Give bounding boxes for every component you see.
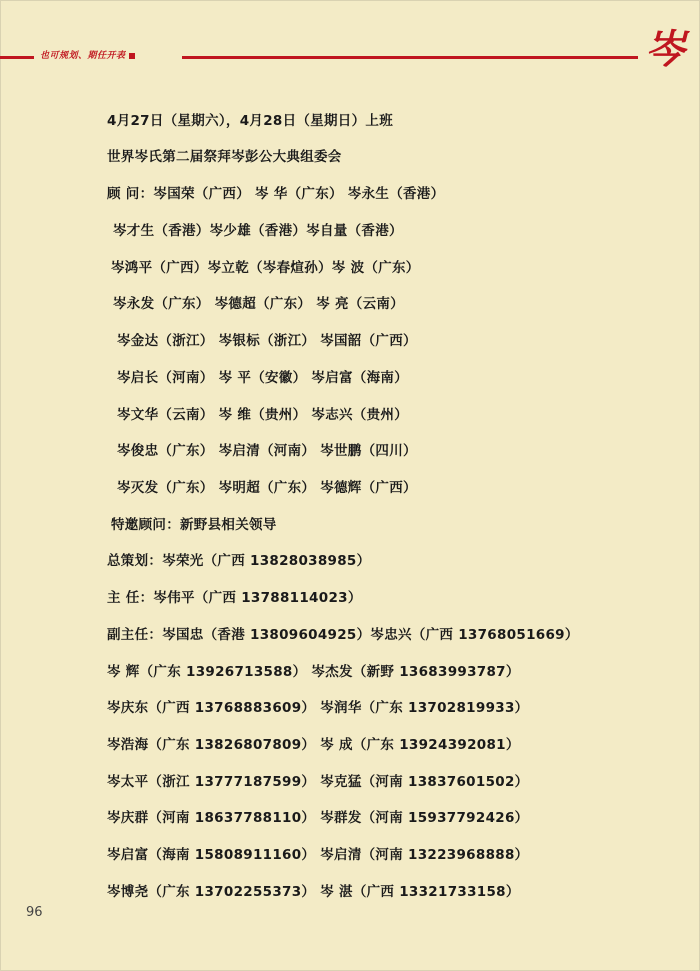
text-line: 岑博尧（广东 13702255373） 岑 湛（广西 13321733158）	[107, 884, 520, 900]
text-line: 岑庆东（广西 13768883609） 岑润华（广东 13702819933）	[107, 700, 529, 716]
header-tagline-text: 也可规划、期任开表	[40, 51, 126, 61]
text-line: 副主任：岑国忠（香港 13809604925）岑忠兴（广西 13768051669）	[107, 627, 579, 643]
text-line: 4月27日（星期六），4月28日（星期日）上班	[107, 113, 394, 129]
page-number: 96	[26, 905, 43, 920]
text-line: 岑金达（浙江） 岑银标（浙江） 岑国韶（广西）	[117, 333, 417, 349]
text-line: 岑 辉（广东 13926713588） 岑杰发（新野 13683993787）	[107, 664, 520, 680]
text-line: 岑永发（广东） 岑德超（广东） 岑 亮（云南）	[113, 296, 404, 312]
text-line: 岑文华（云南） 岑 维（贵州） 岑志兴（贵州）	[117, 407, 408, 423]
text-line: 岑鸿平（广西）岑立乾（岑春煊孙）岑 波（广东）	[111, 260, 420, 276]
text-line: 岑庆群（河南 18637788110） 岑群发（河南 15937792426）	[107, 810, 529, 826]
text-line: 岑太平（浙江 13777187599） 岑克猛（河南 13837601502）	[107, 774, 529, 790]
header-rule-right	[182, 56, 638, 59]
header-logo: 岑	[645, 27, 685, 73]
text-line: 岑才生（香港）岑少雄（香港）岑自量（香港）	[113, 223, 403, 239]
header-rule-left	[0, 56, 34, 59]
header-tagline	[40, 48, 135, 61]
header-square-icon	[129, 53, 135, 59]
page-header	[0, 0, 700, 80]
text-line: 岑浩海（广东 13826807809） 岑 成（广东 13924392081）	[107, 737, 520, 753]
text-line: 主 任：岑伟平（广西 13788114023）	[107, 590, 362, 606]
text-line: 世界岑氏第二届祭拜岑彭公大典组委会	[107, 149, 342, 165]
text-line: 岑启长（河南） 岑 平（安徽） 岑启富（海南）	[117, 370, 408, 386]
text-line: 特邀顾问：新野县相关领导	[111, 517, 277, 533]
text-line: 岑俊忠（广东） 岑启清（河南） 岑世鹏（四川）	[117, 443, 417, 459]
text-line: 总策划：岑荣光（广西 13828038985）	[107, 553, 371, 569]
text-line: 岑启富（海南 15808911160） 岑启清（河南 13223968888）	[107, 847, 529, 863]
text-line: 岑灭发（广东） 岑明超（广东） 岑德辉（广西）	[117, 480, 417, 496]
text-line: 顾 问：岑国荣（广西） 岑 华（广东） 岑永生（香港）	[107, 186, 445, 202]
